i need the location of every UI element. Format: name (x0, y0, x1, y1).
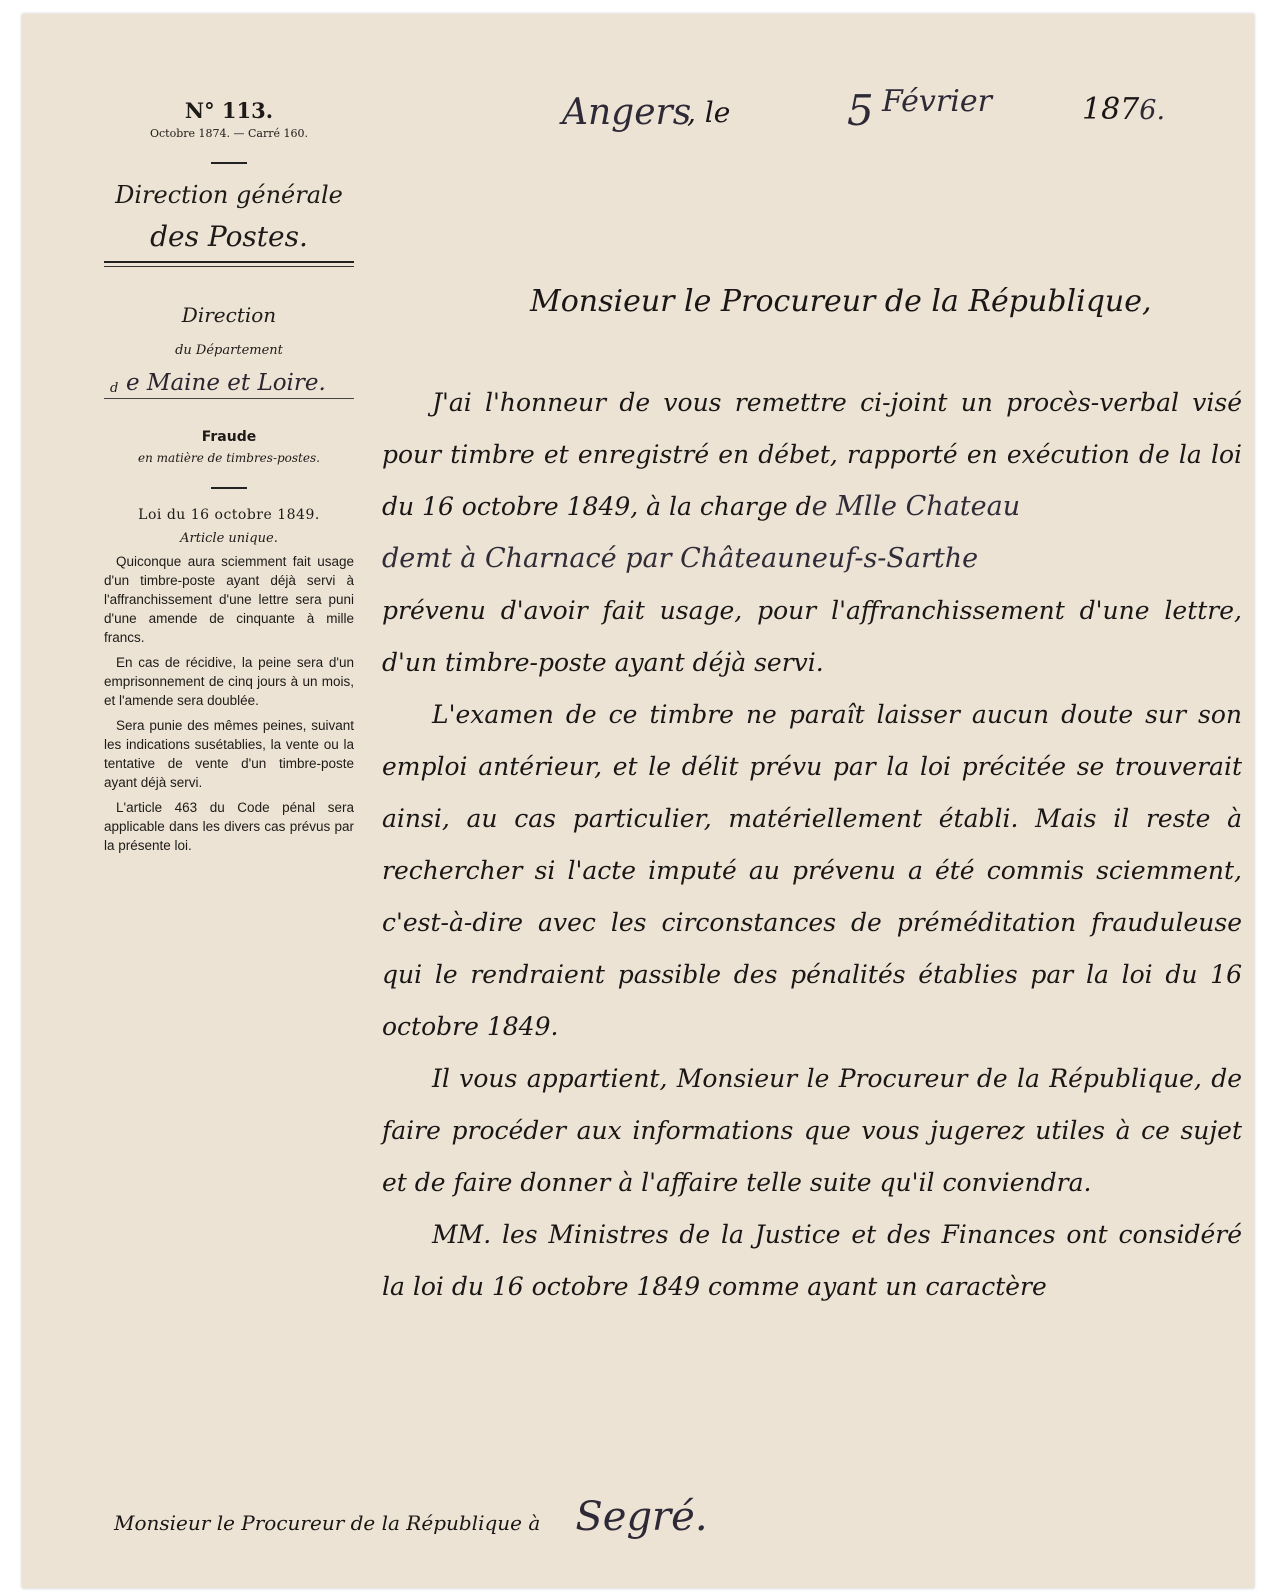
direction-heading: Direction (181, 303, 277, 328)
document-page (22, 14, 1254, 1588)
date-year-printed: 187 (1082, 92, 1140, 127)
divider (211, 162, 247, 164)
paragraph-2: L'examen de ce timbre ne paraît laisser aucun doute sur son emploi antérieur, et le délit prévu par la loi précitée se trouverait ainsi, au cas particulier, matériellement établi. Mais il reste à rechercher si l'acte imputé au prévenu a été commis sciemment, c'est-à-dire avec les circonstances de préméditation frauduleuse qui le rendraient passible des pénalités établies par la loi du 16 octobre 1849. (382, 700, 1242, 1041)
fraude-subtitle: en matière de timbres-postes. (138, 451, 320, 466)
addressee-line (114, 1494, 1214, 1540)
paragraph-4: MM. les Ministres de la Justice et des Finances ont considéré la loi du 16 octobre 1849 comme ayant un caractère (382, 1220, 1242, 1301)
loi-paragraph: En cas de récidive, la peine sera d'un emprisonnement de cinq jours à un mois, et l'amende sera doublée. (104, 655, 354, 709)
paragraph-1-end: prévenu d'avoir fait usage, pour l'affranchissement d'une lettre, d'un timbre-poste ayant déjà servi. (382, 596, 1242, 677)
paragraph-3: Il vous appartient, Monsieur le Procureur de la République, de faire procéder aux informations que vous jugerez utiles à ce sujet et de faire donner à l'affaire telle suite qu'il conviendra. (382, 1064, 1242, 1197)
divider (104, 261, 354, 263)
date-day-handwritten: 5 (847, 86, 874, 135)
date-year-handwritten: 6. (1139, 95, 1166, 126)
departement-name-handwritten: e Maine et Loire. (126, 370, 326, 397)
departement-line (104, 364, 354, 399)
divider (211, 487, 247, 489)
loi-paragraph: Quiconque aura sciemment fait usage d'un timbre-poste ayant déjà servi à l'affranchissement d'une lettre sera puni d'une amende de cinquante à mille francs. (104, 554, 354, 646)
paragraph-1-printed: J'ai l'honneur de vous remettre ci-joint un procès-verbal visé pour timbre et enregistré en débet, rapporté en exécution de la loi du 16 octobre 1849, à la charge d (382, 388, 1242, 521)
departement-prefix: d (110, 381, 119, 397)
loi-title: Loi du 16 octobre 1849. (138, 507, 320, 524)
direction-generale-heading: Direction générale (115, 181, 343, 209)
divider (104, 266, 354, 267)
fraude-title: Fraude (201, 429, 257, 446)
addressee-label: Monsieur le Procureur de la République à (114, 1511, 541, 1535)
form-number: N° 113. (184, 98, 274, 123)
loi-article: Article unique. (180, 531, 278, 547)
loi-paragraph: L'article 463 du Code pénal sera applicable dans les divers cas prévus par la présente loi. (104, 800, 354, 854)
dateline (382, 78, 1242, 148)
date-le: , le (687, 96, 731, 129)
form-edition: Octobre 1874. — Carré 160. (149, 127, 308, 140)
date-month-handwritten: Février (882, 84, 992, 119)
letter-body (382, 78, 1242, 1313)
des-postes-heading: des Postes. (150, 220, 308, 254)
date-city-handwritten: Angers (562, 92, 692, 133)
departement-label: du Département (175, 343, 283, 359)
loi-text (104, 552, 354, 855)
loi-paragraph: Sera punie des mêmes peines, suivant les indications susétablies, la vente ou la tentative de vente d'un timbre-poste ayant déjà servi. (104, 718, 354, 791)
paragraph-1 (382, 377, 1242, 689)
sidebar-header (104, 98, 354, 861)
salutation: Monsieur le Procureur de la République, (530, 284, 1152, 319)
letter-text (382, 377, 1242, 1313)
accused-address-handwritten: demt à Charnacé par Châteauneuf-s-Sarthe (382, 543, 979, 574)
date-year (1082, 92, 1165, 127)
addressee-city-handwritten: Segré. (575, 1494, 708, 1540)
accused-name-handwritten: e Mlle Chateau (811, 491, 1021, 522)
